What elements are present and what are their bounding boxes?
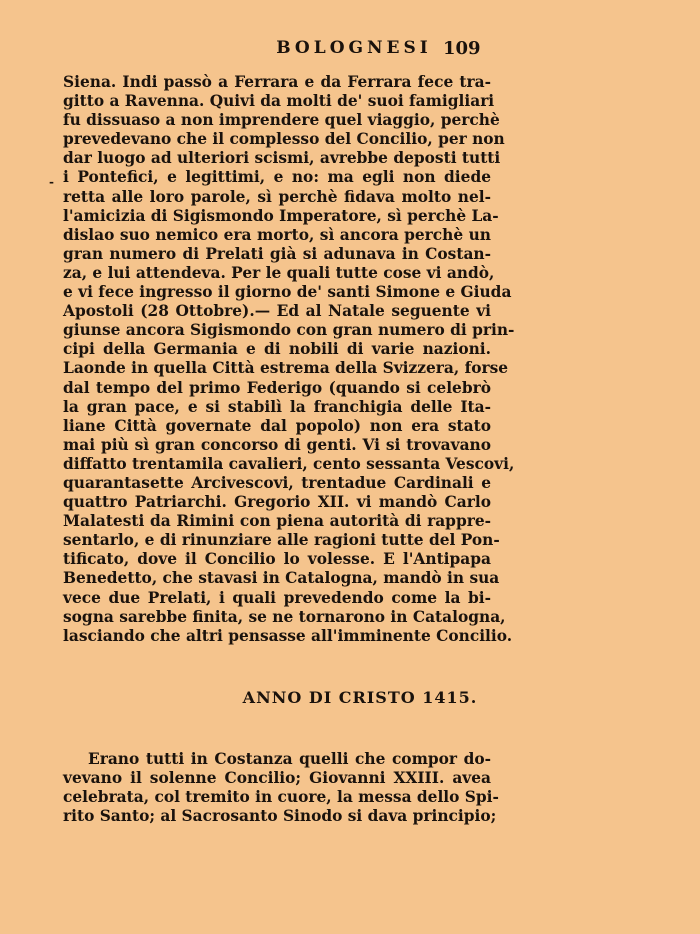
- text-line: dislao suo nemico era morto, sì ancora perchè un: [63, 225, 491, 244]
- text-line: celebrata, col tremito in cuore, la messa dello Spi-: [63, 788, 499, 807]
- text-line: dar luogo ad ulteriori scismi, avrebbe deposti tutti: [63, 149, 501, 168]
- text-line: giunse ancora Sigismondo con gran numero di prin-: [63, 321, 515, 340]
- text-line: dal tempo del primo Federigo (quando si celebrò: [63, 378, 491, 397]
- text-line: Apostoli (28 Ottobre).— Ed al Natale seguente vi: [63, 302, 491, 321]
- text-line: gitto a Ravenna. Quivi da molti de' suoi famigliari: [63, 92, 495, 111]
- margin-mark: -: [49, 175, 54, 189]
- text-line: e vi fece ingresso il giorno de' santi Simone e Giuda: [63, 283, 512, 302]
- text-line: tificato, dove il Concilio lo volesse. E l'Antipapa: [63, 550, 491, 569]
- text-line: fu dissuaso a non imprendere quel viaggio, perchè: [63, 111, 500, 130]
- text-line: Malatesti da Rimini con piena autorità di rappre-: [63, 512, 491, 531]
- body-text: [63, 73, 515, 646]
- text-line: gran numero di Prelati già si adunava in Costan-: [63, 244, 491, 263]
- running-title: BOLOGNESI: [276, 38, 432, 58]
- text-line: i Pontefici, e legittimi, e no: ma egli non diede: [63, 168, 491, 187]
- text-line: sentarlo, e di rinunziare alle ragioni tutte del Pon-: [63, 531, 500, 550]
- text-line: quarantasette Arcivescovi, trentadue Cardinali e: [63, 473, 491, 492]
- section-text: [63, 750, 499, 826]
- text-line: Benedetto, che stavasi in Catalogna, mandò in sua: [63, 569, 500, 588]
- text-line: vevano il solenne Concilio; Giovanni XXIII. avea: [63, 769, 491, 788]
- text-line: sogna sarebbe finita, se ne tornarono in Catalogna,: [63, 607, 506, 626]
- text-line: retta alle loro parole, sì perchè fidava molto nel-: [63, 187, 491, 206]
- text-line: Siena. Indi passò a Ferrara e da Ferrara fece tra-: [63, 73, 491, 91]
- text-line: Erano tutti in Costanza quelli che compor do-: [88, 750, 491, 768]
- text-line: za, e lui attendeva. Per le quali tutte cose vi andò,: [63, 263, 495, 282]
- page-number: 109: [443, 38, 481, 59]
- text-line: rito Santo; al Sacrosanto Sinodo si dava principio;: [63, 807, 497, 826]
- text-line: liane Città governate dal popolo) non era stato: [63, 416, 491, 435]
- text-line: prevedevano che il complesso del Concilio, per non: [63, 130, 505, 149]
- text-line: diffatto trentamila cavalieri, cento sessanta Vescovi,: [63, 454, 515, 473]
- section-heading: ANNO DI CRISTO 1415.: [242, 688, 478, 707]
- text-line: l'amicizia di Sigismondo Imperatore, sì perchè La-: [63, 206, 499, 225]
- text-line: vece due Prelati, i quali prevedendo come la bi-: [63, 588, 491, 607]
- text-line: lasciando che altri pensasse all'imminente Concilio.: [63, 626, 513, 645]
- text-line: la gran pace, e si stabilì la franchigia delle Ita-: [63, 397, 491, 416]
- text-line: cipi della Germania e di nobili di varie nazioni.: [63, 340, 491, 359]
- running-head: [0, 38, 700, 62]
- text-line: Laonde in quella Città estrema della Svizzera, forse: [63, 359, 509, 378]
- text-line: mai più sì gran concorso di genti. Vi si trovavano: [63, 435, 491, 454]
- text-line: quattro Patriarchi. Gregorio XII. vi mandò Carlo: [63, 493, 491, 512]
